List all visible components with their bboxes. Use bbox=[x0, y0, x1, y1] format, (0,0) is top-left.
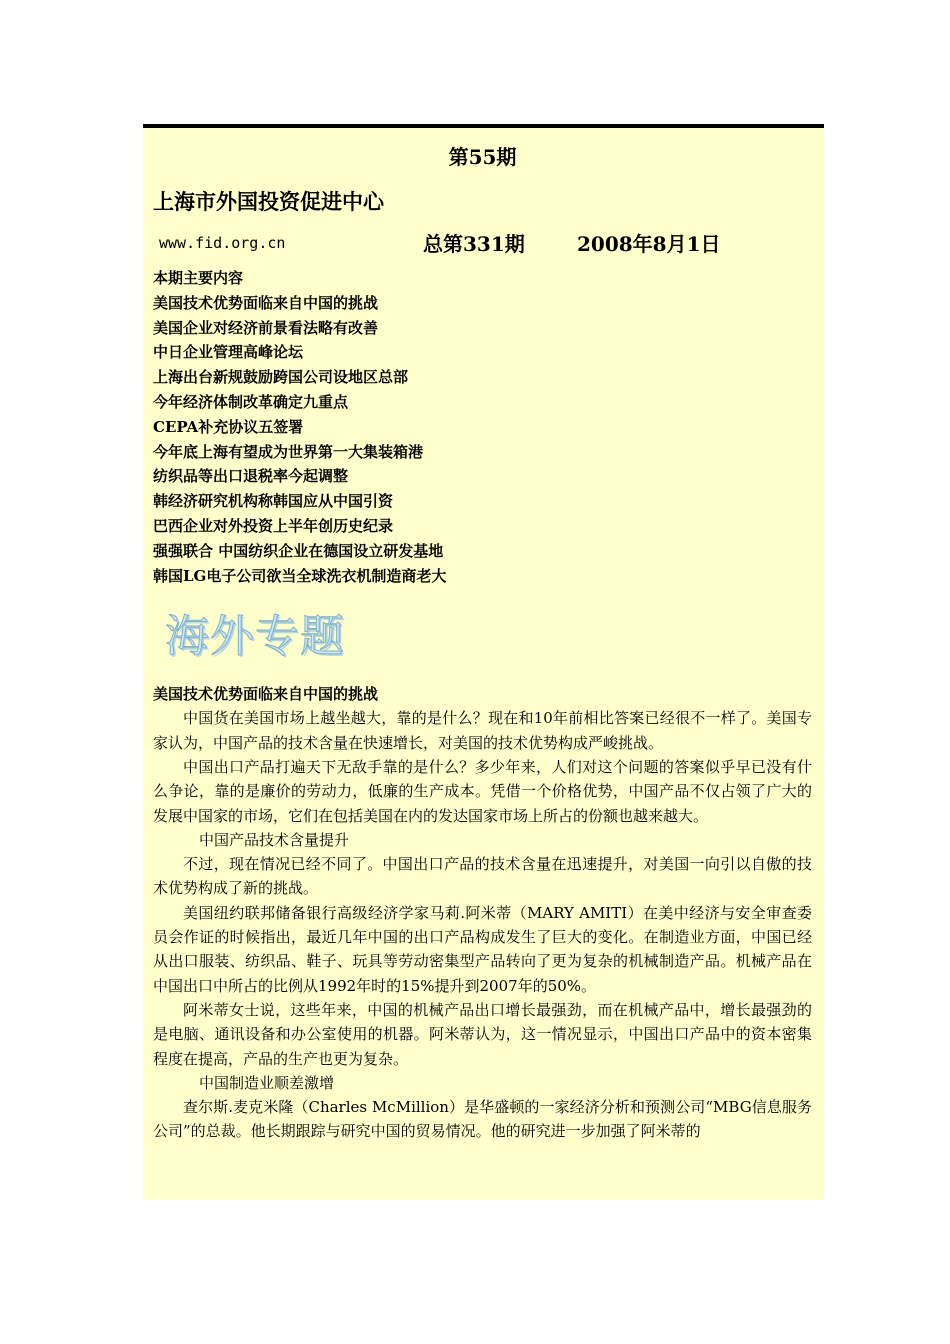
toc-item: 美国企业对经济前景看法略有改善 bbox=[153, 318, 379, 337]
article-paragraph: 中国货在美国市场上越坐越大，靠的是什么？现在和10年前相比答案已经很不一样了。美国专家认为，中国产品的技术含量在快速增长，对美国的技术优势构成严峻挑战。 bbox=[153, 709, 812, 752]
total-issue: 总第331期 bbox=[423, 232, 525, 256]
toc-item: 今年经济体制改革确定九重点 bbox=[153, 392, 349, 411]
meta-row bbox=[153, 228, 812, 262]
organization-name: 上海市外国投资促进中心 bbox=[153, 189, 384, 214]
newsletter-panel bbox=[143, 128, 824, 1200]
toc-item: 中日企业管理高峰论坛 bbox=[153, 343, 304, 362]
table-of-contents bbox=[153, 266, 812, 588]
issue-title: 第55期 bbox=[448, 145, 517, 169]
article-paragraph: 中国出口产品打遍天下无敌手靠的是什么？多少年来，人们对这个问题的答案似乎早已没有什么争论，靠的是廉价的劳动力，低廉的生产成本。凭借一个价格优势，中国产品不仅占领了广大的发展中国家的市场，它们在包括美国在内的发达国家市场上所占的份额也越来越大。 bbox=[153, 757, 812, 825]
article-paragraph: 查尔斯.麦克米隆（Charles McMillion）是华盛顿的一家经济分析和预测公司“MBG信息服务公司”的总裁。他长期跟踪与研究中国的贸易情况。他的研究进一步加强了阿米蒂的 bbox=[153, 1098, 812, 1141]
toc-item: 韩国LG电子公司欲当全球洗衣机制造商老大 bbox=[153, 566, 447, 585]
article-paragraph: 美国纽约联邦储备银行高级经济学家马莉.阿米蒂（MARY AMITI）在美中经济与安全审查委员会作证的时候指出，最近几年中国的出口产品构成发生了巨大的变化。在制造业方面，中国已经从出口服装、纺织品、鞋子、玩具等劳动密集型产品转向了更为复杂的机械制造产品。机械产品在中国出口中所占的比例从1992年时的15%提升到2007年的50%。 bbox=[153, 903, 812, 995]
article-title: 美国技术优势面临来自中国的挑战 bbox=[153, 685, 379, 704]
issue-date: 2008年8月1日 bbox=[577, 232, 721, 256]
article-subheading: 中国产品技术含量提升 bbox=[199, 830, 350, 849]
toc-item: 巴西企业对外投资上半年创历史纪录 bbox=[153, 516, 394, 535]
toc-item: 上海出台新规鼓励跨国公司设地区总部 bbox=[153, 368, 409, 387]
article-subheading: 中国制造业顺差激增 bbox=[199, 1073, 335, 1092]
toc-item: CEPA补充协议五签署 bbox=[153, 417, 304, 436]
section-banner: 海外专题 bbox=[165, 611, 345, 663]
toc-heading: 本期主要内容 bbox=[153, 269, 244, 287]
toc-item: 今年底上海有望成为世界第一大集装箱港 bbox=[153, 442, 424, 461]
website-url: www.fid.org.cn bbox=[159, 234, 286, 252]
article-paragraph: 阿米蒂女士说，这些年来，中国的机械产品出口增长最强劲，而在机械产品中，增长最强劲的是电脑、通讯设备和办公室使用的机器。阿米蒂认为，这一情况显示，中国出口产品中的资本密集程度在提高，产品的生产也更为复杂。 bbox=[153, 1000, 812, 1068]
article-paragraph: 不过，现在情况已经不同了。中国出口产品的技术含量在迅速提升，对美国一向引以自傲的技术优势构成了新的挑战。 bbox=[153, 855, 812, 898]
toc-item: 强强联合 中国纺织企业在德国设立研发基地 bbox=[153, 541, 444, 560]
toc-item: 韩经济研究机构称韩国应从中国引资 bbox=[153, 492, 394, 511]
toc-item: 纺织品等出口退税率今起调整 bbox=[153, 467, 349, 486]
toc-item: 美国技术优势面临来自中国的挑战 bbox=[153, 293, 379, 312]
